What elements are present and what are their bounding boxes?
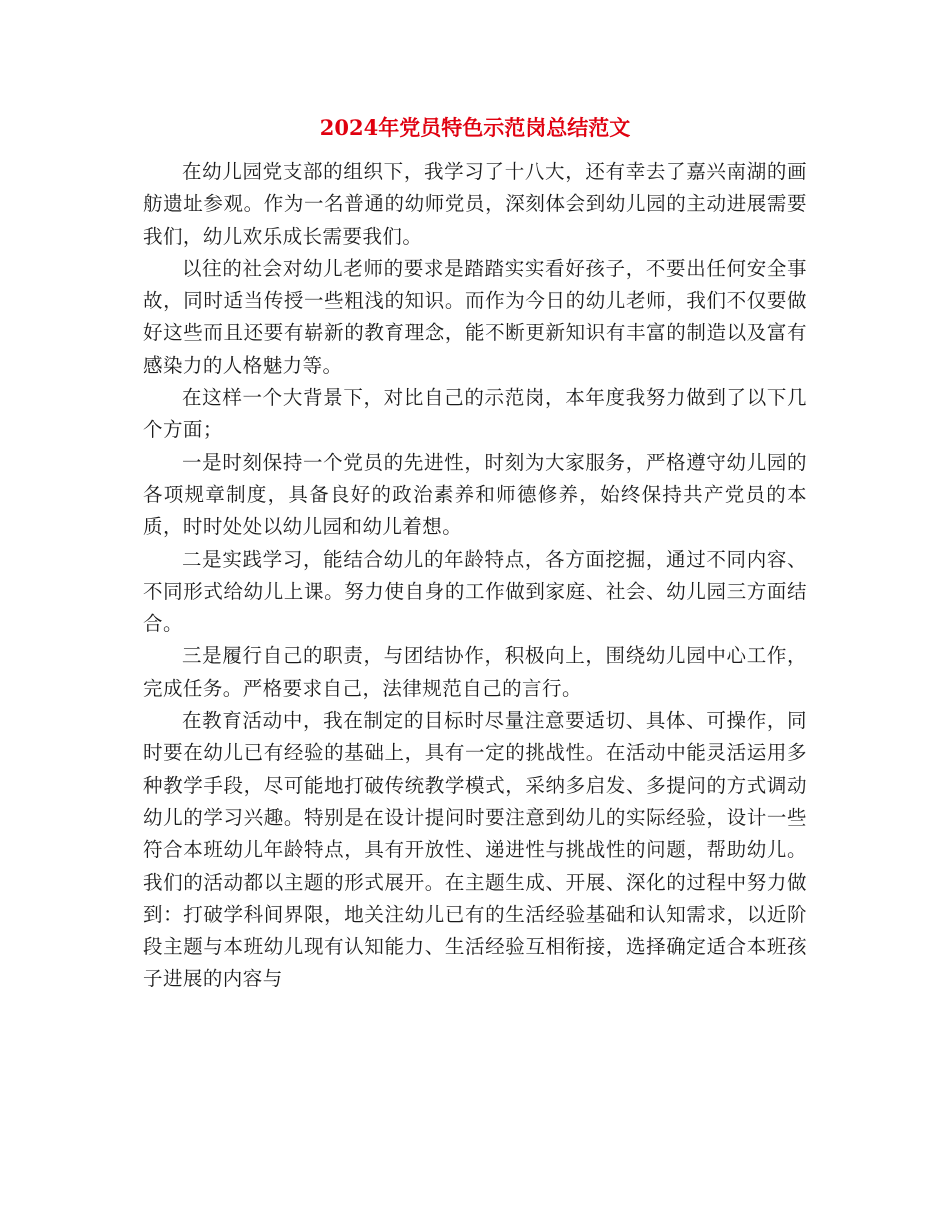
paragraph-7: 在教育活动中，我在制定的目标时尽量注意要适切、具体、可操作，同时要在幼儿已有经验的基础上，具有一定的挑战性。在活动中能灵活运用多种教学手段，尽可能地打破传统教学模式，采纳多启发、多提问的方式调动幼儿的学习兴趣。特别是在设计提问时要注意到幼儿的实际经验，设计一些符合本班幼儿年龄特点，具有开放性、递进性与挑战性的问题，帮助幼儿。我们的活动都以主题的形式展开。在主题生成、开展、深化的过程中努力做到：打破学科间界限，地关注幼儿已有的生活经验基础和认知需求，以近阶段主题与本班幼儿现有认知能力、生活经验互相衔接，选择确定适合本班孩子进展的内容与 (143, 709, 807, 991)
paragraph-2: 以往的社会对幼儿老师的要求是踏踏实实看好孩子，不要出任何安全事故，同时适当传授一些粗浅的知识。而作为今日的幼儿老师，我们不仅要做好这些而且还要有崭新的教育理念，能不断更新知识有丰富的制造以及富有感染力的人格魅力等。 (143, 256, 807, 377)
paragraph-6: 三是履行自己的职责，与团结协作，积极向上，围绕幼儿园中心工作，完成任务。严格要求自己，法律规范自己的言行。 (143, 644, 807, 700)
document-body (143, 156, 807, 996)
document-title: 2024年党员特色示范岗总结范文 (319, 115, 631, 140)
paragraph-5: 二是实践学习，能结合幼儿的年龄特点，各方面挖掘，通过不同内容、不同形式给幼儿上课。努力使自身的工作做到家庭、社会、幼儿园三方面结合。 (143, 547, 807, 636)
paragraph-4: 一是时刻保持一个党员的先进性，时刻为大家服务，严格遵守幼儿园的各项规章制度，具备良好的政治素养和师德修养，始终保持共产党员的本质，时时处处以幼儿园和幼儿着想。 (143, 450, 807, 539)
paragraph-3: 在这样一个大背景下，对比自己的示范岗，本年度我努力做到了以下几个方面； (143, 386, 807, 442)
paragraph-1: 在幼儿园党支部的组织下，我学习了十八大，还有幸去了嘉兴南湖的画舫遗址参观。作为一名普通的幼师党员，深刻体会到幼儿园的主动进展需要我们，幼儿欢乐成长需要我们。 (143, 160, 807, 248)
